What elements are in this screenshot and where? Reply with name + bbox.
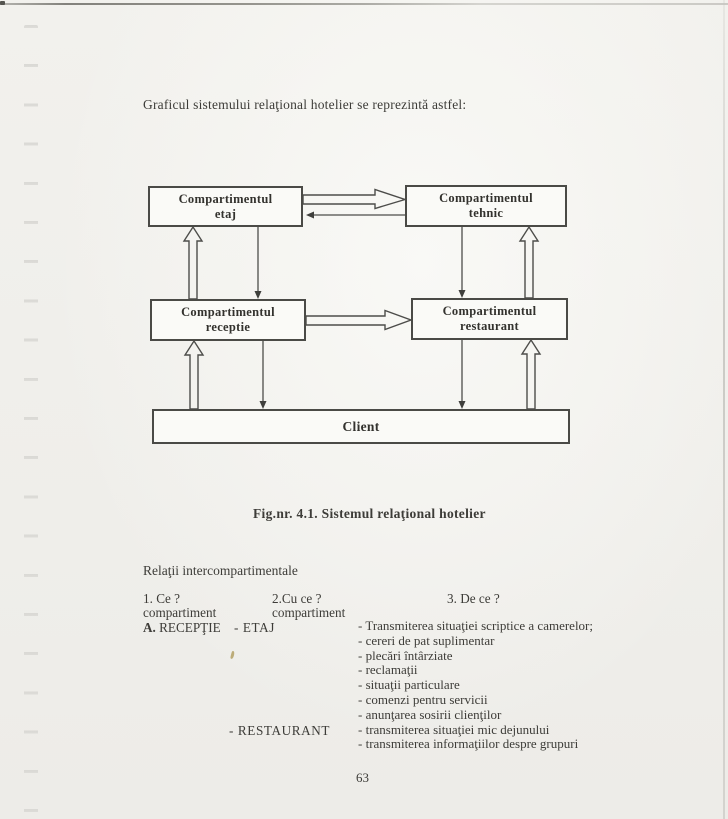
relation-row-a-prefix: A. [143, 620, 156, 635]
page-number: 63 [356, 770, 369, 785]
reason-item: - comenzi pentru servicii [358, 691, 488, 707]
relation-row-a-label [143, 620, 221, 636]
arrow-client-to-receptie [185, 341, 203, 409]
reason-item: - plecări întârziate [358, 647, 453, 663]
box-etaj-line2: etaj [214, 206, 237, 221]
box-receptie-line2: receptie [205, 320, 251, 334]
arrow-etaj-to-tehnic [303, 190, 405, 209]
box-compartimentul-etaj [148, 186, 303, 227]
arrow-tehnic-to-restaurant [459, 227, 466, 298]
relation-partner-restaurant: - RESTAURANT [229, 723, 331, 738]
box-compartimentul-tehnic [405, 185, 567, 227]
reason-item: - transmiterea situaţiei mic dejunului [358, 721, 550, 737]
reason-item: - anunţarea sosirii clienţilor [358, 706, 502, 722]
arrow-receptie-to-restaurant [306, 311, 411, 330]
intro-text: Graficul sistemului relaţional hotelier se reprezintă astfel: [143, 97, 467, 112]
box-tehnic-line1: Compartimentul [439, 191, 533, 205]
box-tehnic-line2: tehnic [468, 206, 504, 220]
column-1-subtitle: compartiment [143, 605, 217, 621]
box-client [152, 409, 570, 444]
column-3-title: 3. De ce ? [447, 591, 500, 606]
relations-heading: Relaţii intercompartimentale [143, 563, 298, 578]
reason-item: - situaţii particulare [358, 677, 460, 693]
box-client-label: Client [342, 419, 380, 434]
relation-partner-etaj: - ETAJ [234, 620, 275, 635]
arrow-tehnic-to-etaj [306, 212, 405, 219]
box-compartimentul-receptie [150, 299, 306, 341]
reason-item: - Transmiterea situaţiei scriptice a camerelor; [358, 618, 593, 633]
arrow-restaurant-to-tehnic [520, 227, 538, 298]
column-1-title: 1. Ce ? [143, 591, 180, 606]
reason-item: - transmiterea informaţiilor despre grupuri [358, 736, 579, 752]
box-restaurant-line1: Compartimentul [442, 304, 537, 318]
figure-caption: Fig.nr. 4.1. Sistemul relaţional hotelier [253, 506, 486, 521]
arrow-etaj-to-receptie [255, 227, 262, 299]
box-restaurant-line2: restaurant [459, 319, 519, 333]
box-etaj-line1: Compartimentul [178, 191, 273, 206]
column-2-title: 2.Cu ce ? [272, 591, 322, 606]
arrow-client-to-restaurant [522, 340, 540, 409]
column-header-2 [272, 592, 345, 621]
reason-item: - reclamaţii [358, 662, 418, 678]
reason-item: - cereri de pat suplimentar [358, 632, 495, 648]
box-receptie-line1: Compartimentul [181, 305, 275, 319]
column-header-3 [447, 592, 500, 606]
arrow-receptie-to-etaj [184, 227, 202, 299]
relation-row-a-name: RECEPŢIE [155, 620, 221, 635]
relation-reasons-list [358, 619, 593, 752]
arrow-receptie-to-client [260, 341, 267, 409]
column-header-1 [143, 592, 216, 621]
box-compartimentul-restaurant [411, 298, 568, 340]
arrow-restaurant-to-client [459, 340, 466, 409]
column-2-subtitle: compartiment [272, 605, 346, 621]
